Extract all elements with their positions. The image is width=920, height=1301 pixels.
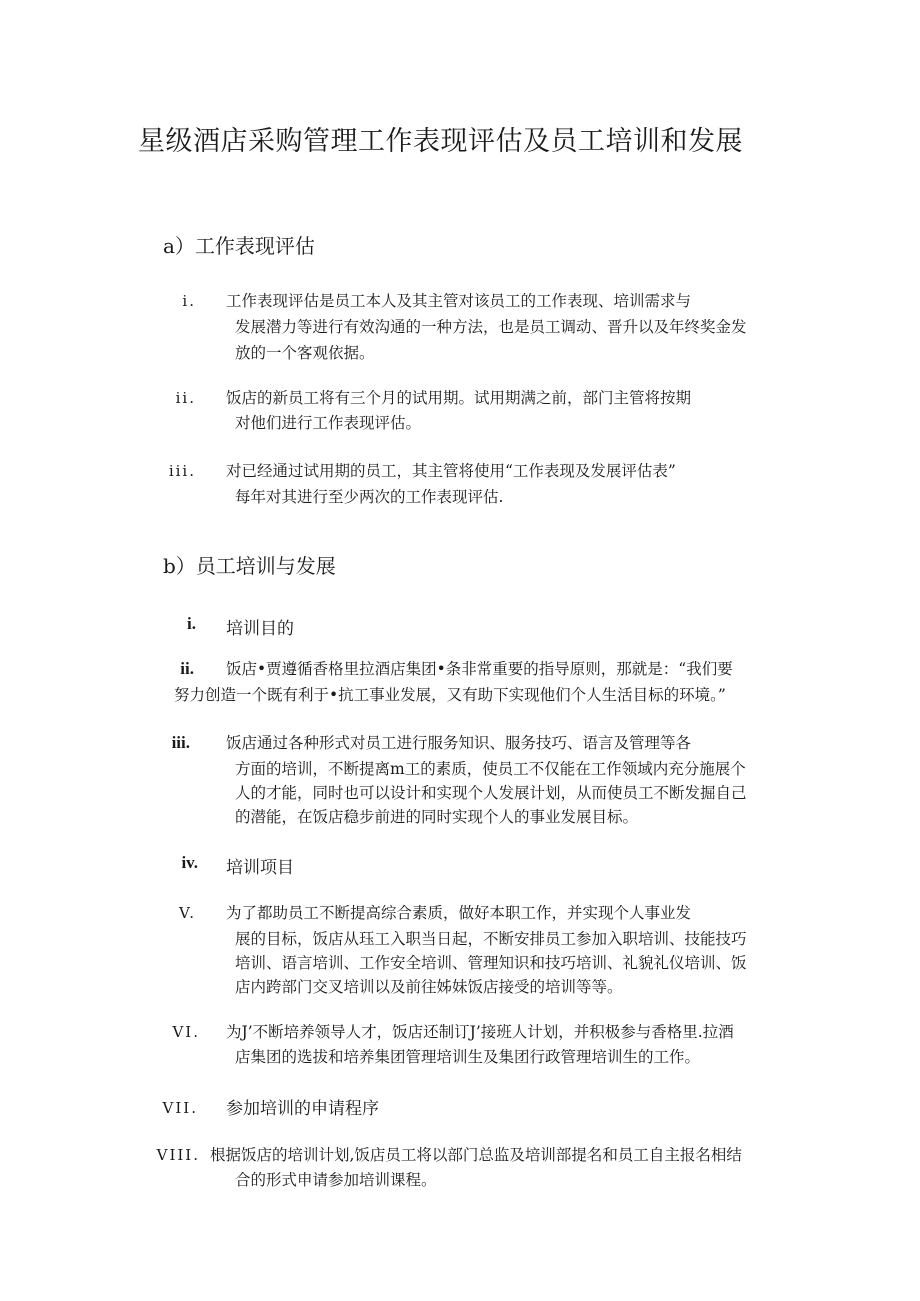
item-b-i-number: i. (187, 614, 196, 633)
item-b-v-line-1: 为了都助员工不断提高综合素质，做好本职工作，并实现个人事业发 (226, 904, 692, 922)
item-a-iii-line-1: 对已经通过试用期的员工，其主管将使用“工作表现及发展评估表” (226, 462, 676, 480)
item-a-ii-number: ii. (175, 389, 196, 407)
item-a-i-line-1: 工作表现评估是员工本人及其主管对该员工的工作表现、培训需求与 (226, 292, 692, 310)
item-a-ii-line-1: 饭店的新员工将有三个月的试用期。试用期满之前，部门主管将按期 (226, 389, 692, 407)
section-b-prefix: b） (163, 554, 196, 578)
item-b-viii-number: VIII. (156, 1146, 200, 1164)
item-a-i-number: i. (182, 292, 196, 310)
item-b-vi-number: VI. (172, 1023, 200, 1041)
item-b-iii-line-1: 饭店通过各种形式对员工进行服务知识、服务技巧、语言及管理等各 (226, 734, 692, 752)
item-a-i-line-3: 放的一个客观依据。 (235, 344, 375, 362)
item-b-v-number: V. (179, 904, 196, 922)
item-b-iii-number: iii. (171, 733, 190, 752)
item-a-iii-number: iii. (168, 462, 196, 480)
item-b-iii-line-3: 人的才能，同时也可以设计和实现个人发展计划，从而使员工不断发掘自己 (235, 784, 747, 802)
item-b-ii-line-1: 饭店•贾遵循香格里拉酒店集团•条非常重要的指导原则，那就是：“我们要 (226, 660, 733, 678)
item-b-v-line-4: 店内跨部门交叉培训以及前往姊妹饭店接受的培训等等。 (235, 978, 623, 996)
item-b-iii-line-4: 的潜能，在饭店稳步前进的同时实现个人的事业发展目标。 (235, 808, 639, 826)
item-b-v-line-3: 培训、语言培训、工作安全培训、管理知识和技巧培训、礼貌礼仪培训、饭 (235, 954, 747, 972)
item-b-vii-heading: 参加培训的申请程序 (226, 1099, 379, 1119)
section-a-label: 工作表现评估 (194, 234, 315, 258)
item-a-iii-line-2: 每年对其进行至少两次的工作表现评估. (235, 488, 504, 506)
item-b-iii-line-2: 方面的培训，不断提离m工的素质，使员工不仅能在工作领域内充分施展个 (235, 760, 746, 778)
item-b-viii-line-1: 根据饭店的培训计划,饭店员工将以部门总监及培训部提名和员工自主报名相结 (210, 1146, 742, 1164)
item-b-iv-number: iv. (181, 853, 198, 872)
item-b-i-heading: 培训目的 (226, 619, 294, 639)
item-b-vi-line-1: 为J’不断培养领导人才，饭店还制订J’接班人计划，并积极参与香格里.拉酒 (226, 1023, 734, 1041)
item-b-ii-number: ii. (180, 659, 194, 678)
section-a-prefix: a） (163, 234, 195, 258)
item-b-vii-number: VII. (162, 1099, 198, 1117)
item-b-iv-heading: 培训项目 (226, 858, 294, 878)
item-b-vi-line-2: 店集团的选拔和培养集团管理培训生及集团行政管理培训生的工作。 (235, 1048, 701, 1066)
section-a-heading (163, 230, 315, 259)
document-title: 星级酒店采购管理工作表现评估及员工培训和发展 (138, 126, 743, 157)
item-a-i-line-2: 发展潜力等进行有效沟通的一种方法，也是员工调动、晋升以及年终奖金发 (235, 318, 747, 336)
item-b-viii-line-2: 合的形式申请参加培训课程。 (235, 1171, 437, 1189)
item-b-ii-line-2: 努力创造一个既有利于•抗工事业发展，又有助下实现他们个人生活目标的环境。” (174, 686, 726, 704)
item-a-ii-line-2: 对他们进行工作表现评估。 (235, 414, 422, 432)
section-b-heading (163, 550, 336, 579)
item-b-v-line-2: 展的目标，饭店从珏工入职当日起，不断安排员工参加入职培训、技能技巧 (235, 930, 747, 948)
section-b-label: 员工培训与发展 (195, 554, 336, 578)
